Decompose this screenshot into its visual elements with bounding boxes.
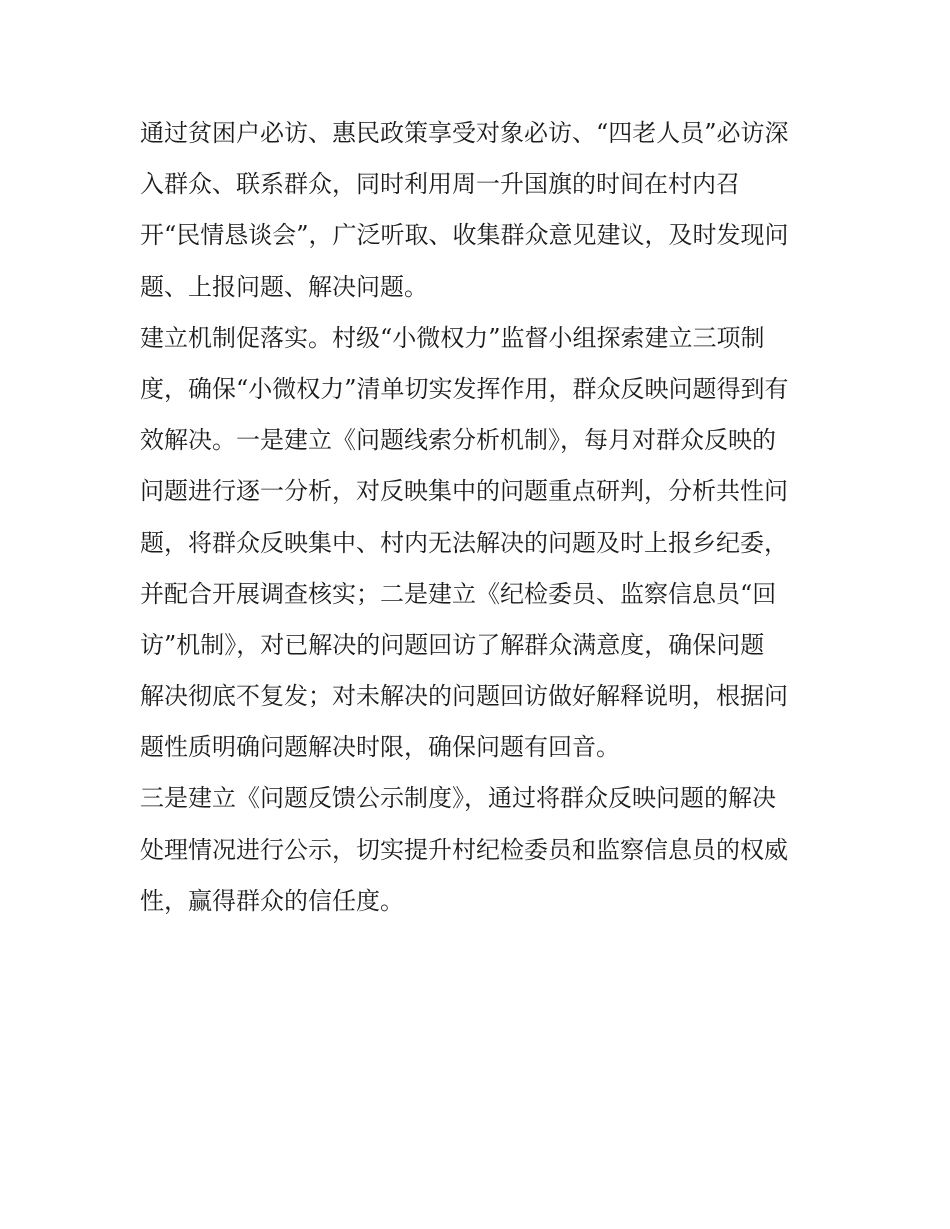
text-line: 访”机制》，对已解决的问题回访了解群众满意度，确保问题 xyxy=(140,630,765,659)
text-line: 解决彻底不复发；对未解决的问题回访做好解释说明，根据问 xyxy=(140,682,788,711)
body-text xyxy=(140,108,820,927)
text-line: 问题进行逐一分析，对反映集中的问题重点研判，分析共性问 xyxy=(140,477,788,506)
text-line: 并配合开展调查核实；二是建立《纪检委员、监察信息员“回 xyxy=(140,579,777,608)
text-line: 建立机制促落实。村级“小微权力”监督小组探索建立三项制 xyxy=(140,323,765,352)
text-line: 三是建立《问题反馈公示制度》，通过将群众反映问题的解决 xyxy=(140,784,776,813)
text-line: 处理情况进行公示，切实提升村纪检委员和监察信息员的权威 xyxy=(140,835,788,864)
text-line: 入群众、联系群众，同时利用周一升国旗的时间在村内召 xyxy=(140,170,740,199)
text-line: 通过贫困户必访、惠民政策享受对象必访、“四老人员”必访深 xyxy=(140,119,789,147)
text-line: 度，确保“小微权力”清单切实发挥作用，群众反映问题得到有 xyxy=(140,374,789,403)
text-line: 开“民情恳谈会”，广泛听取、收集群众意见建议，及时发现问 xyxy=(140,221,789,250)
text-line: 效解决。一是建立《问题线索分析机制》，每月对群众反映的 xyxy=(140,426,776,455)
text-line: 性，赢得群众的信任度。 xyxy=(140,886,404,915)
text-line: 题性质明确问题解决时限，确保问题有回音。 xyxy=(140,733,620,762)
text-line: 题、上报问题、解决问题。 xyxy=(140,272,428,301)
text-line: 题，将群众反映集中、村内无法解决的问题及时上报乡纪委， xyxy=(140,528,788,557)
